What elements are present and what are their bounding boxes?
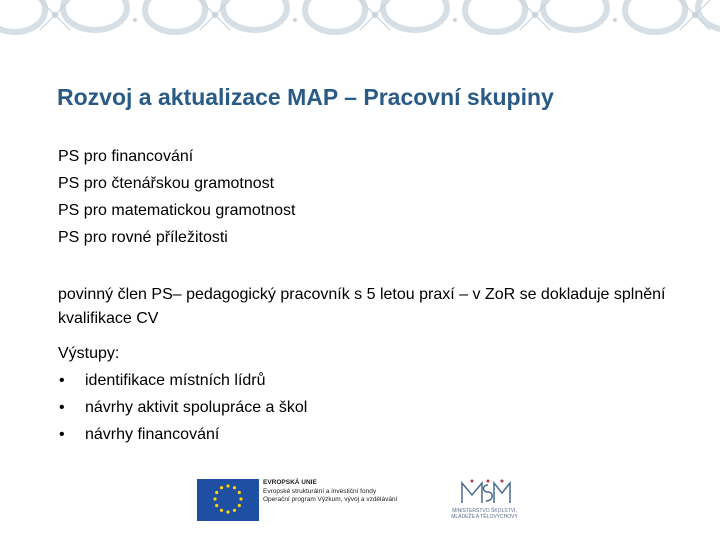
list-item — [58, 367, 307, 394]
eu-logo-line: Evropské strukturální a investiční fondy — [263, 487, 377, 495]
list-item-label: návrhy aktivit spolupráce a škol — [85, 399, 308, 416]
list-item: PS pro čtenářskou gramotnost — [58, 175, 275, 192]
eu-flag-icon — [197, 479, 259, 521]
page-title: Rozvoj a aktualizace MAP – Pracovní skupiny — [57, 84, 554, 110]
outputs-list — [58, 367, 307, 448]
list-item — [58, 421, 307, 448]
list-item-label: identifikace místních lídrů — [85, 372, 266, 389]
eu-logo-line: Operační program Výzkum, vývoj a vzdělávání — [263, 496, 398, 503]
msmt-emblem-icon — [442, 477, 527, 507]
eu-logo-text — [263, 479, 438, 505]
msmt-logo — [442, 477, 527, 521]
list-item: PS pro matematickou gramotnost — [58, 202, 296, 219]
list-item — [58, 394, 307, 421]
outputs-section — [58, 340, 307, 448]
footer-logos — [197, 477, 527, 521]
membership-note: povinný člen PS– pedagogický pracovník s 5 letou praxí – v ZoR se dokladuje splnění kvalifikace CV — [58, 286, 666, 327]
eu-logo-line: EVROPSKÁ UNIE — [263, 479, 317, 486]
bullet-icon: • — [59, 372, 65, 389]
outputs-heading: Výstupy: — [58, 345, 120, 362]
bullet-icon: • — [59, 426, 65, 443]
list-item: PS pro rovné příležitosti — [58, 229, 228, 246]
list-item: PS pro financování — [58, 148, 194, 165]
bullet-icon: • — [59, 399, 65, 416]
list-item-label: návrhy financování — [85, 426, 220, 443]
working-groups-list — [58, 143, 295, 251]
msmt-caption: MINISTERSTVO ŠKOLSTVÍ, MLÁDEŽE A TĚLOVÝCHOVY — [451, 508, 518, 520]
decorative-header-band — [0, 0, 720, 36]
